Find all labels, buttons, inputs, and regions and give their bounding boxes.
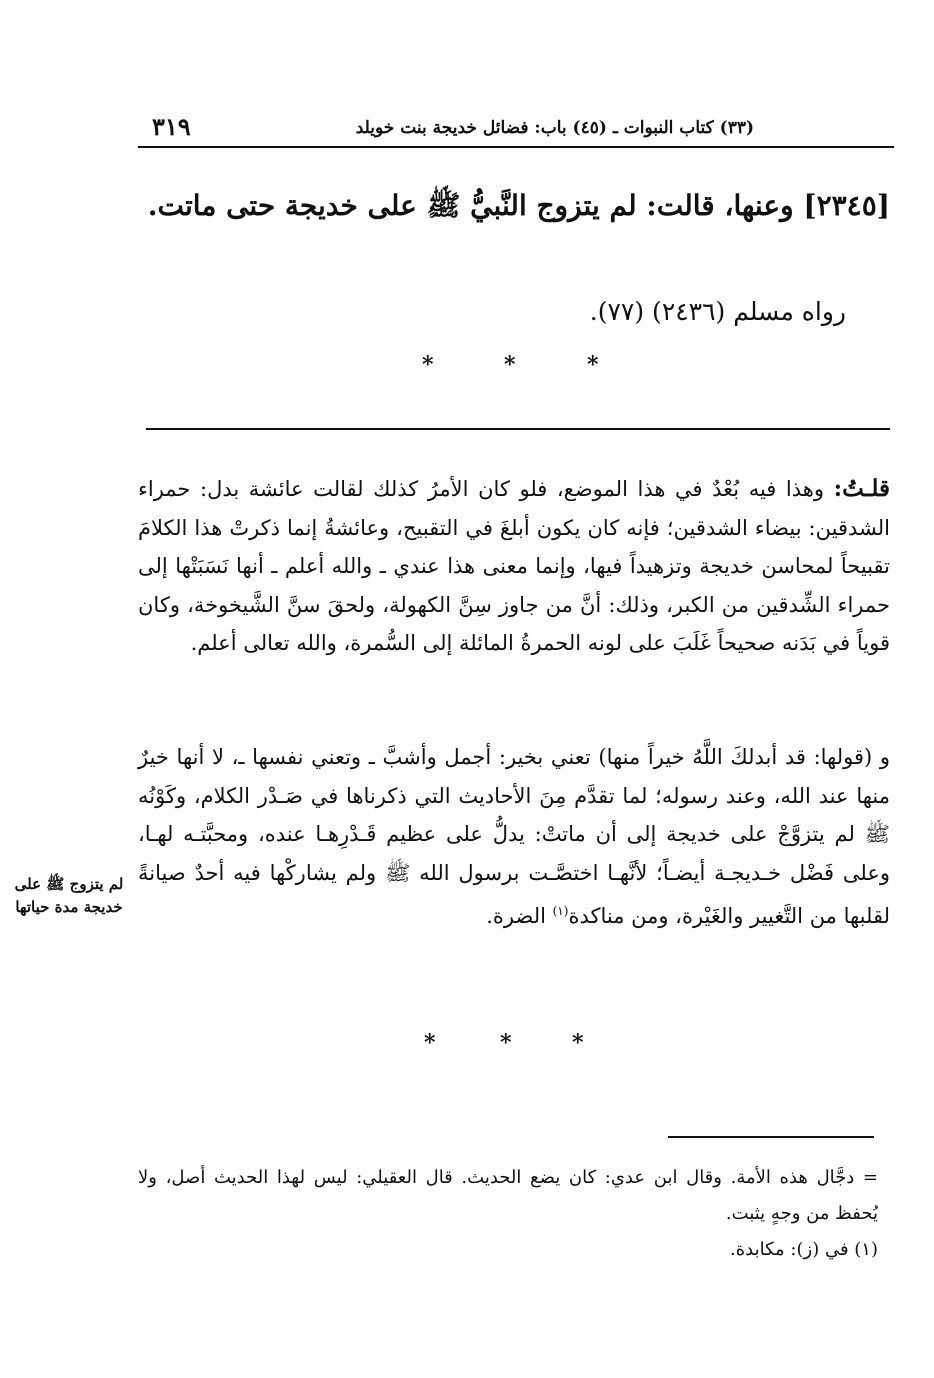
separator-star: *	[572, 1030, 584, 1056]
footnotes	[138, 1160, 878, 1268]
footnote-reference: (١)	[552, 904, 569, 918]
margin-note: لم يتزوج ﷺ على خديجة مدة حياتها	[14, 875, 124, 916]
running-header	[138, 112, 894, 148]
commentary-paragraph-2	[138, 738, 890, 936]
separator-star: *	[504, 352, 516, 378]
running-header-title: (٣٣) كتاب النبوات ـ (٤٥) باب: فضائل خديجة بنت خويلد	[355, 118, 754, 138]
footnote-divider	[668, 1136, 874, 1138]
hadith-riwaya: رواه مسلم (٢٤٣٦) (٧٧).	[589, 297, 846, 326]
separator-star: *	[422, 352, 434, 378]
page-number: ٣١٩	[152, 112, 191, 141]
commentary-lead: قلـتُ:	[833, 475, 890, 502]
commentary-text-2-end: الضرة.	[486, 904, 553, 928]
separator-star: *	[424, 1030, 436, 1056]
commentary-text-2: و (قولها: قد أبدلكَ اللَّهُ خيراً منها) تعني بخير: أجمل وأشبَّ ـ وتعني نفسها ـ، لا أنها خيرٌ منها عند الله، وعند رسوله؛ لما تقدَّم مِنَ الأحاديث التي ذكرناها في صَـدْر الكلام، وكَوْنُه ﷺ لم يتزوَّجْ على خديجة إلى أن ماتتْ: يدلُّ على عظيم قَـدْرِهـا عنده، ومحبَّتـه لهـا، وعلى فَضْل خـديجـة أيضـاً؛ لأنَّهـا اختصَّـت برسول الله ﷺ ولم يشاركْها فيه أحدٌ صيانةً لقلبها من التَّغيير والغَيْرة، ومن مناكدة	[138, 745, 890, 928]
section-separator-top	[140, 352, 890, 382]
commentary-divider	[146, 428, 890, 430]
separator-star: *	[587, 352, 599, 378]
footnote-1: (١) في (ز): مكابدة.	[730, 1239, 878, 1260]
footnote-continuation: = دجَّال هذه الأمة. وقال ابن عدي: كان يضع الحديث. قال العقيلي: ليس لهذا الحديث أصل، ولا يُحفظ من وجهٍ يثبت.	[138, 1167, 878, 1224]
commentary-text-1: وهذا فيه بُعْدٌ في هذا الموضع، فلو كان الأمرُ كذلك لقالت عائشة بدل: حمراء الشدقين: بيضاء الشدقين؛ فإنه كان يكون أبلغَ في التقبيح، وعائشةُ إنما ذكرتْ هذا الكلامَ تقبيحاً لمحاسن خديجة وتزهيداً فيها، وإنما معنى هذا عندي ـ والله أعلم ـ أنها نَسَبَتْها إلى حمراء الشِّدقين من الكبر، وذلك: أنَّ من جاوز سِنَّ الكهولة، ولحقَ سنَّ الشَّيخوخة، وكان قوياً في بَدَنه صحيحاً غَلَبَ على لونه الحمرةُ المائلة إلى السُّمرة، والله تعالى أعلم.	[138, 477, 890, 655]
section-separator-bottom	[140, 1030, 890, 1060]
separator-star: *	[500, 1030, 512, 1056]
commentary-paragraph-1	[138, 470, 890, 663]
hadith-text: [٢٣٤٥] وعنها، قالت: لم يتزوج النَّبيُّ ﷺ على خديجة حتى ماتت.	[147, 189, 890, 222]
